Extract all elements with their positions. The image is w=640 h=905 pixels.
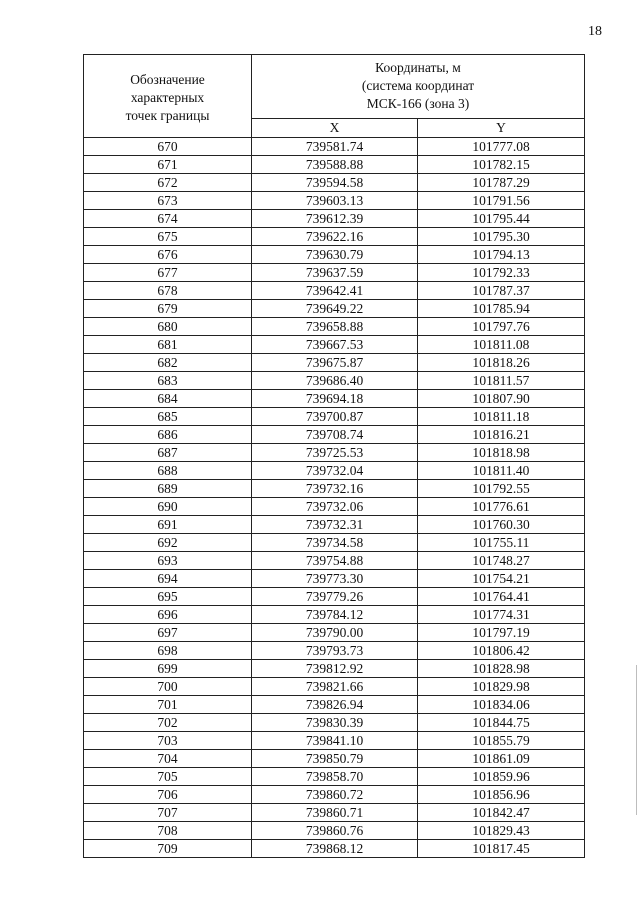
cell-x: 739860.71 — [252, 804, 418, 822]
table-row — [84, 462, 585, 480]
cell-point-id: 672 — [84, 174, 252, 192]
table-row — [84, 534, 585, 552]
cell-x: 739675.87 — [252, 354, 418, 372]
cell-y: 101795.30 — [418, 228, 585, 246]
cell-point-id: 699 — [84, 660, 252, 678]
cell-point-id: 690 — [84, 498, 252, 516]
table-row — [84, 642, 585, 660]
cell-y: 101787.37 — [418, 282, 585, 300]
cell-x: 739860.76 — [252, 822, 418, 840]
cell-y: 101797.19 — [418, 624, 585, 642]
cell-y: 101829.98 — [418, 678, 585, 696]
table-row — [84, 300, 585, 318]
cell-y: 101818.98 — [418, 444, 585, 462]
header-coords-line: МСК-166 (зона 3) — [366, 96, 470, 112]
cell-y: 101806.42 — [418, 642, 585, 660]
cell-y: 101842.47 — [418, 804, 585, 822]
cell-point-id: 708 — [84, 822, 252, 840]
table-row — [84, 696, 585, 714]
cell-y: 101754.21 — [418, 570, 585, 588]
cell-y: 101818.26 — [418, 354, 585, 372]
table-row — [84, 210, 585, 228]
cell-y: 101776.61 — [418, 498, 585, 516]
table-row — [84, 408, 585, 426]
cell-y: 101792.55 — [418, 480, 585, 498]
table-row — [84, 516, 585, 534]
table-row — [84, 660, 585, 678]
cell-y: 101861.09 — [418, 750, 585, 768]
cell-y: 101811.40 — [418, 462, 585, 480]
cell-point-id: 674 — [84, 210, 252, 228]
cell-y: 101859.96 — [418, 768, 585, 786]
cell-x: 739826.94 — [252, 696, 418, 714]
cell-point-id: 700 — [84, 678, 252, 696]
cell-x: 739860.72 — [252, 786, 418, 804]
cell-y: 101782.15 — [418, 156, 585, 174]
cell-x: 739581.74 — [252, 138, 418, 156]
page-number: 18 — [588, 24, 602, 39]
cell-x: 739603.13 — [252, 192, 418, 210]
table-row — [84, 822, 585, 840]
table-row — [84, 318, 585, 336]
header-coordinates — [252, 55, 585, 119]
cell-point-id: 705 — [84, 768, 252, 786]
table-body — [84, 138, 585, 858]
cell-x: 739732.04 — [252, 462, 418, 480]
cell-y: 101774.31 — [418, 606, 585, 624]
table-row — [84, 498, 585, 516]
table-row — [84, 570, 585, 588]
cell-y: 101829.43 — [418, 822, 585, 840]
cell-y: 101795.44 — [418, 210, 585, 228]
cell-point-id: 676 — [84, 246, 252, 264]
cell-x: 739694.18 — [252, 390, 418, 408]
cell-x: 739868.12 — [252, 840, 418, 858]
cell-point-id: 680 — [84, 318, 252, 336]
cell-point-id: 689 — [84, 480, 252, 498]
coordinates-table — [83, 54, 585, 858]
cell-point-id: 695 — [84, 588, 252, 606]
cell-point-id: 673 — [84, 192, 252, 210]
table-row — [84, 390, 585, 408]
cell-y: 101792.33 — [418, 264, 585, 282]
cell-y: 101834.06 — [418, 696, 585, 714]
cell-x: 739725.53 — [252, 444, 418, 462]
cell-x: 739732.06 — [252, 498, 418, 516]
cell-point-id: 706 — [84, 786, 252, 804]
cell-y: 101811.08 — [418, 336, 585, 354]
cell-y: 101755.11 — [418, 534, 585, 552]
cell-x: 739793.73 — [252, 642, 418, 660]
header-point-line: Обозначение — [130, 72, 205, 87]
table-row — [84, 480, 585, 498]
cell-x: 739612.39 — [252, 210, 418, 228]
table-row — [84, 624, 585, 642]
cell-point-id: 671 — [84, 156, 252, 174]
table-row — [84, 786, 585, 804]
table-row — [84, 336, 585, 354]
cell-x: 739622.16 — [252, 228, 418, 246]
cell-y: 101807.90 — [418, 390, 585, 408]
cell-x: 739841.10 — [252, 732, 418, 750]
cell-point-id: 697 — [84, 624, 252, 642]
cell-point-id: 675 — [84, 228, 252, 246]
cell-y: 101787.29 — [418, 174, 585, 192]
cell-point-id: 686 — [84, 426, 252, 444]
cell-x: 739812.92 — [252, 660, 418, 678]
table-row — [84, 426, 585, 444]
header-point-line: точек границы — [125, 108, 210, 123]
table-row — [84, 138, 585, 156]
cell-point-id: 698 — [84, 642, 252, 660]
table-row — [84, 156, 585, 174]
cell-x: 739790.00 — [252, 624, 418, 642]
header-y: Y — [418, 118, 585, 137]
table-row — [84, 552, 585, 570]
header-point-designation — [84, 55, 252, 138]
cell-point-id: 703 — [84, 732, 252, 750]
cell-x: 739732.16 — [252, 480, 418, 498]
cell-x: 739734.58 — [252, 534, 418, 552]
cell-point-id: 694 — [84, 570, 252, 588]
cell-point-id: 707 — [84, 804, 252, 822]
cell-y: 101777.08 — [418, 138, 585, 156]
cell-y: 101748.27 — [418, 552, 585, 570]
table-row — [84, 804, 585, 822]
table-row — [84, 444, 585, 462]
cell-y: 101791.56 — [418, 192, 585, 210]
table-row — [84, 714, 585, 732]
cell-x: 739700.87 — [252, 408, 418, 426]
table-row — [84, 840, 585, 858]
cell-point-id: 692 — [84, 534, 252, 552]
cell-point-id: 679 — [84, 300, 252, 318]
header-x: X — [252, 118, 418, 137]
cell-x: 739773.30 — [252, 570, 418, 588]
cell-point-id: 681 — [84, 336, 252, 354]
cell-y: 101844.75 — [418, 714, 585, 732]
table-row — [84, 678, 585, 696]
cell-point-id: 683 — [84, 372, 252, 390]
cell-x: 739784.12 — [252, 606, 418, 624]
cell-point-id: 677 — [84, 264, 252, 282]
cell-x: 739850.79 — [252, 750, 418, 768]
cell-point-id: 685 — [84, 408, 252, 426]
table-row — [84, 372, 585, 390]
cell-y: 101856.96 — [418, 786, 585, 804]
table-header-row — [84, 55, 585, 119]
cell-point-id: 684 — [84, 390, 252, 408]
cell-point-id: 709 — [84, 840, 252, 858]
table-row — [84, 588, 585, 606]
cell-x: 739658.88 — [252, 318, 418, 336]
cell-x: 739830.39 — [252, 714, 418, 732]
table-row — [84, 768, 585, 786]
cell-x: 739637.59 — [252, 264, 418, 282]
cell-y: 101794.13 — [418, 246, 585, 264]
cell-y: 101828.98 — [418, 660, 585, 678]
cell-y: 101817.45 — [418, 840, 585, 858]
cell-point-id: 693 — [84, 552, 252, 570]
cell-point-id: 670 — [84, 138, 252, 156]
cell-y: 101785.94 — [418, 300, 585, 318]
cell-y: 101764.41 — [418, 588, 585, 606]
cell-point-id: 691 — [84, 516, 252, 534]
cell-x: 739858.70 — [252, 768, 418, 786]
table-row — [84, 246, 585, 264]
table-row — [84, 228, 585, 246]
cell-point-id: 688 — [84, 462, 252, 480]
table-row — [84, 264, 585, 282]
table-row — [84, 354, 585, 372]
table-row — [84, 282, 585, 300]
cell-x: 739642.41 — [252, 282, 418, 300]
cell-y: 101797.76 — [418, 318, 585, 336]
table-row — [84, 606, 585, 624]
cell-point-id: 678 — [84, 282, 252, 300]
cell-point-id: 687 — [84, 444, 252, 462]
cell-x: 739594.58 — [252, 174, 418, 192]
table-row — [84, 750, 585, 768]
cell-x: 739686.40 — [252, 372, 418, 390]
table-row — [84, 174, 585, 192]
header-coords-line: (система координат — [361, 78, 475, 94]
cell-x: 739708.74 — [252, 426, 418, 444]
cell-x: 739667.53 — [252, 336, 418, 354]
table-row — [84, 732, 585, 750]
cell-x: 739588.88 — [252, 156, 418, 174]
header-point-line: характерных — [130, 90, 205, 105]
cell-y: 101760.30 — [418, 516, 585, 534]
cell-point-id: 701 — [84, 696, 252, 714]
cell-y: 101816.21 — [418, 426, 585, 444]
cell-point-id: 696 — [84, 606, 252, 624]
cell-x: 739649.22 — [252, 300, 418, 318]
cell-y: 101811.57 — [418, 372, 585, 390]
header-coords-line: Координаты, м — [375, 60, 461, 76]
table-row — [84, 192, 585, 210]
cell-point-id: 682 — [84, 354, 252, 372]
cell-x: 739754.88 — [252, 552, 418, 570]
cell-point-id: 702 — [84, 714, 252, 732]
cell-x: 739630.79 — [252, 246, 418, 264]
cell-x: 739821.66 — [252, 678, 418, 696]
cell-x: 739732.31 — [252, 516, 418, 534]
cell-y: 101855.79 — [418, 732, 585, 750]
scan-edge-mark — [636, 665, 637, 815]
cell-point-id: 704 — [84, 750, 252, 768]
cell-x: 739779.26 — [252, 588, 418, 606]
cell-y: 101811.18 — [418, 408, 585, 426]
